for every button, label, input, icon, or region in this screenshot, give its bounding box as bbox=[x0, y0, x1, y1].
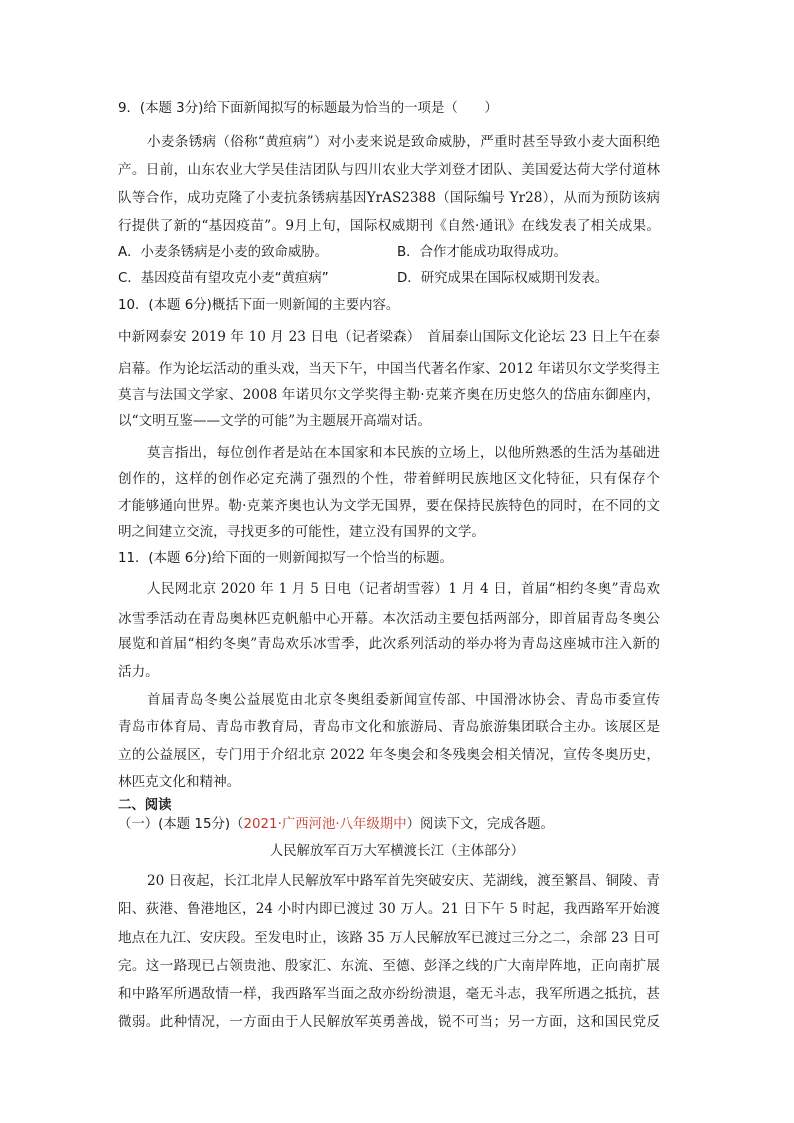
q11-passage-line-2: 冰雪季活动在青岛奥林匹克帆船中心开幕。本次活动主要包括两部分，即首届青岛冬奥公 bbox=[118, 611, 660, 627]
question-11-stem: 11．(本题 6分)给下面的一则新闻拟写一个恰当的标题。 bbox=[118, 551, 453, 566]
article-line-1: 20 日夜起，长江北岸人民解放军中路军首先突破安庆、芜湖线，渡至繁昌、铜陵、青 bbox=[147, 873, 660, 889]
q11-passage-line-1: 人民网北京 2020 年 1 月 5 日电（记者胡雪蓉）1 月 4 日，首届“相约冬奥”青岛欢 bbox=[147, 581, 660, 597]
sub-prefix: （一）(本题 15分)（ bbox=[118, 817, 244, 832]
q11-passage-line-5: 首届青岛冬奥公益展览由北京冬奥组委新闻宣传部、中国滑冰协会、青岛市委宣传 bbox=[147, 692, 660, 708]
q11-passage-line-3: 展览和首届“相约冬奥”青岛欢乐冰雪季，此次系列活动的举办将为青岛这座城市注入新的 bbox=[118, 636, 660, 652]
article-line-2: 阳、荻港、鲁港地区，24 小时内即已渡过 30 万人。21 日下午 5 时起，我西路军开始渡 bbox=[118, 901, 660, 917]
q10-passage-line-6: 创作的，这样的创作必定充满了强烈的个性，带着鲜明民族地区文化特征，只有保存个 bbox=[118, 471, 660, 487]
q10-passage-line-3: 莫言与法国文学家、2008 年诺贝尔文学奖得主勒·克莱齐奥在历史悠久的岱庙东御座内， bbox=[118, 387, 660, 403]
q10-passage-line-8: 明之间建立交流，寻找更多的可能性，建立没有国界的文学。 bbox=[118, 524, 486, 540]
article-title: 人民解放军百万大军横渡长江（主体部分） bbox=[269, 844, 525, 859]
q9-option-d[interactable]: D．研究成果在国际权威期刊发表。 bbox=[397, 271, 609, 286]
question-9-stem: 9．(本题 3分)给下面新闻拟写的标题最为恰当的一项是（ ） bbox=[118, 101, 498, 116]
q10-passage-line-1: 中新网泰安 2019 年 10 月 23 日电（记者梁森） 首届泰山国际文化论坛 23 日上午在泰 bbox=[118, 329, 660, 345]
q9-passage-line-2: 产。日前，山东农业大学吴佳洁团队与四川农业大学刘登才团队、美国爱达荷大学付道林 bbox=[118, 162, 660, 178]
q11-passage-line-6: 青岛市体育局、青岛市教育局，青岛市文化和旅游局、青岛旅游集团联合主办。该展区是 bbox=[118, 719, 660, 735]
q9-option-c[interactable]: C．基因疫苗有望攻克小麦“黄疸病” bbox=[118, 271, 329, 286]
q10-passage-line-2: 启幕。作为论坛活动的重头戏，当天下午，中国当代著名作家、2012 年诺贝尔文学奖得主 bbox=[118, 361, 660, 377]
q9-passage-line-3: 队等合作，成功克隆了小麦抗条锈病基因YrAS2388（国际编号 Yr28），从而为预防该病 bbox=[118, 190, 660, 206]
source-tag: 2021·广西河池·八年级期中 bbox=[243, 817, 407, 832]
q10-passage-line-7: 才能够通向世界。勒·克莱齐奥也认为文学无国界，要在保持民族特色的同时，在不同的文 bbox=[118, 498, 660, 514]
q10-passage-line-5: 莫言指出，每位创作者是站在本国家和本民族的立场上，以他所熟悉的生活为基础进 bbox=[147, 445, 660, 461]
article-line-4: 完。这一路现已占领贵池、殷家汇、东流、至德、彭泽之线的广大南岸阵地，正向南扩展 bbox=[118, 958, 660, 974]
section-2-subheading bbox=[118, 816, 554, 834]
article-line-6: 微弱。此种情况，一方面由于人民解放军英勇善战，锐不可当；另一方面，这和国民党反 bbox=[118, 1014, 660, 1030]
q9-passage-line-4: 行提供了新的“基因疫苗”。9月上旬，国际权威期刊《自然·通讯》在线发表了相关成果。 bbox=[118, 218, 660, 234]
question-10-stem: 10．(本题 6分)概括下面一则新闻的主要内容。 bbox=[118, 298, 400, 313]
q11-passage-line-4: 活力。 bbox=[118, 664, 159, 680]
article-line-3: 地点在九江、安庆段。至发电时止，该路 35 万人民解放军已渡过三分之二，余部 23 日可 bbox=[118, 930, 660, 946]
article-line-5: 和中路军所遇敌情一样，我西路军当面之敌亦纷纷溃退，毫无斗志，我军所遇之抵抗，甚 bbox=[118, 986, 660, 1002]
q9-option-a[interactable]: A．小麦条锈病是小麦的致命威胁。 bbox=[118, 245, 329, 260]
q10-passage-line-4: 以“文明互鉴——文学的可能”为主题展开高端对话。 bbox=[118, 413, 431, 429]
q9-option-b[interactable]: B．合作才能成功取得成功。 bbox=[397, 245, 567, 260]
q11-passage-line-8: 林匹克文化和精神。 bbox=[118, 774, 241, 790]
q11-passage-line-7: 立的公益展区，专门用于介绍北京 2022 年冬奥会和冬残奥会相关情况，宣传冬奥历史， bbox=[118, 747, 660, 763]
section-2-title: 二、阅读 bbox=[118, 798, 172, 813]
q9-passage-line-1: 小麦条锈病（俗称“黄疸病”）对小麦来说是致命威胁，严重时甚至导致小麦大面积绝 bbox=[147, 134, 660, 150]
sub-suffix: ）阅读下文，完成各题。 bbox=[406, 817, 554, 832]
